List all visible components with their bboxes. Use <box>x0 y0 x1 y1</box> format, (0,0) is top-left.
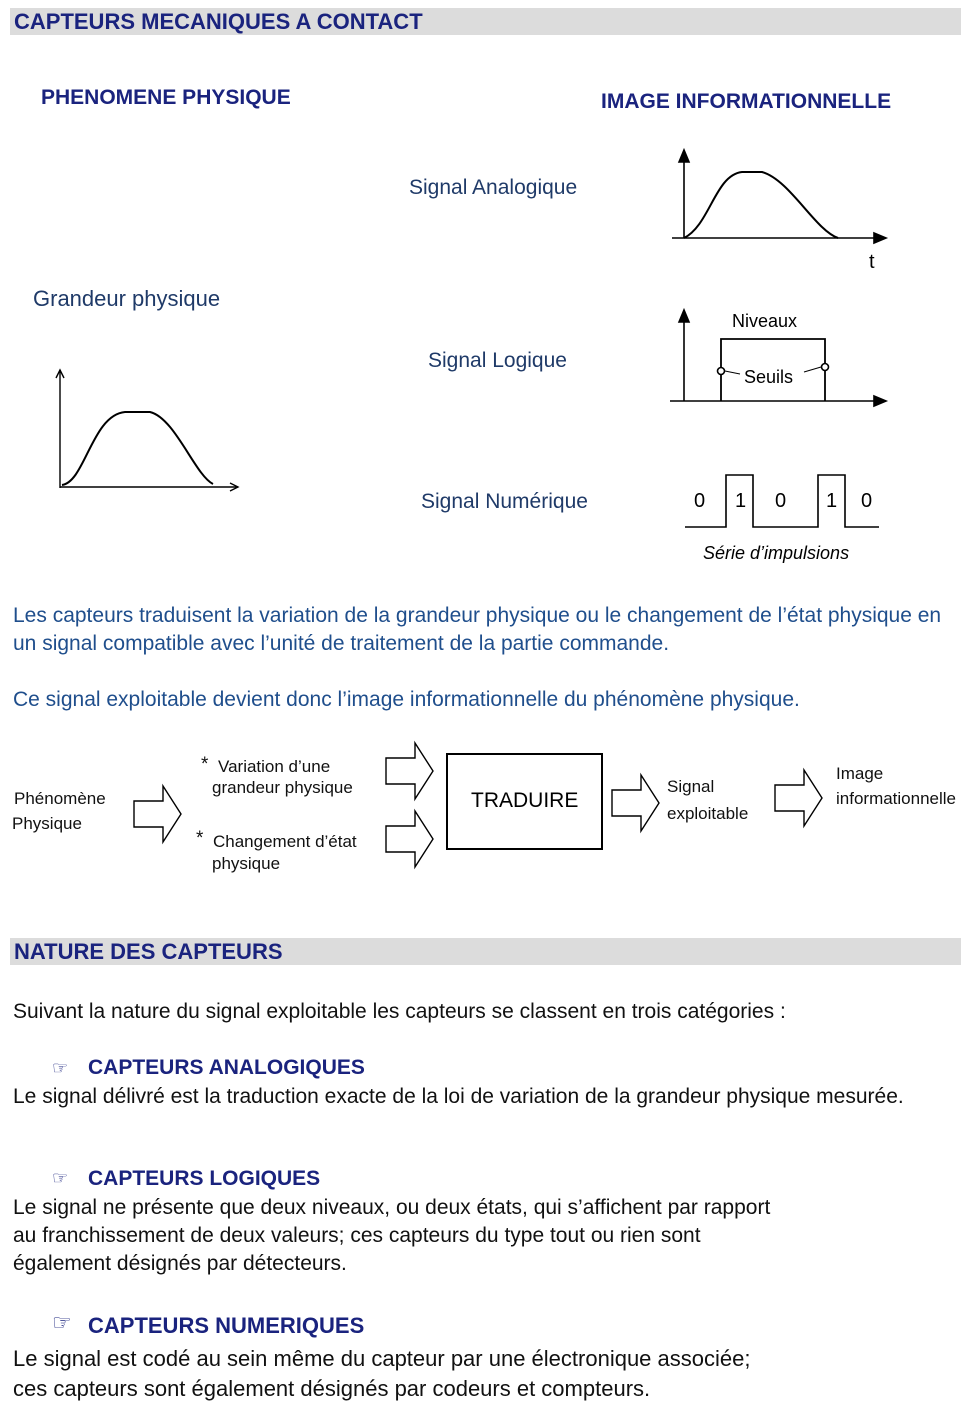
category-title-numeriques: CAPTEURS NUMERIQUES <box>88 1313 365 1338</box>
pointing-hand-icon: ☞ <box>52 1058 69 1078</box>
section-title-capteurs-mecaniques: CAPTEURS MECANIQUES A CONTACT <box>10 8 961 35</box>
flow-signal-l2: exploitable <box>667 804 749 823</box>
category-text-analogiques: Le signal délivré est la traduction exacte de la loi de variation de la grandeur physique mesurée. <box>13 1085 904 1108</box>
paragraph-intro-categories: Suivant la nature du signal exploitable les capteurs se classent en trois catégories : <box>13 1000 786 1023</box>
flow-physique: Physique <box>12 814 82 833</box>
bit-0: 0 <box>694 490 706 512</box>
label-signal-numerique: Signal Numérique <box>421 490 588 513</box>
bit-1: 1 <box>735 490 747 512</box>
label-niveaux: Niveaux <box>732 311 798 331</box>
category-text-numeriques-l1: Le signal est codé au sein même du capteur par une électronique associée; <box>13 1346 751 1371</box>
flow-image-l2: informationnelle <box>836 789 957 808</box>
flow-star-1: * <box>201 754 209 775</box>
axis-label-t: t <box>869 251 875 273</box>
bit-2: 0 <box>775 490 787 512</box>
flow-signal-l1: Signal <box>667 777 715 796</box>
section-title-nature-capteurs: NATURE DES CAPTEURS <box>10 938 961 965</box>
category-text-logiques-l2: au franchissement de deux valeurs; ces capteurs du type tout ou rien sont <box>13 1224 701 1247</box>
flow-star-2: * <box>196 828 204 849</box>
category-title-logiques: CAPTEURS LOGIQUES <box>88 1167 321 1190</box>
label-signal-logique: Signal Logique <box>428 349 567 372</box>
flow-changement-l1: Changement d’état <box>213 832 357 851</box>
label-seuils: Seuils <box>744 367 794 387</box>
label-grandeur-physique: Grandeur physique <box>33 286 221 311</box>
label-signal-analogique: Signal Analogique <box>409 176 578 199</box>
category-title-analogiques: CAPTEURS ANALOGIQUES <box>88 1056 365 1079</box>
label-serie-impulsions: Série d’impulsions <box>703 543 850 563</box>
flow-image-l1: Image <box>836 764 884 783</box>
pointing-hand-icon: ☞ <box>52 1310 72 1335</box>
bit-4: 0 <box>861 490 873 512</box>
pointing-hand-icon: ☞ <box>52 1168 69 1188</box>
category-text-numeriques-l2: ces capteurs sont également désignés par codeurs et compteurs. <box>13 1376 651 1401</box>
category-text-logiques-l1: Le signal ne présente que deux niveaux, ou deux états, qui s’affichent par rapport <box>13 1196 771 1219</box>
flow-changement-l2: physique <box>212 854 281 873</box>
category-text-logiques-l3: également désignés par détecteurs. <box>13 1252 347 1275</box>
flow-variation-l2: grandeur physique <box>212 778 353 797</box>
flow-phenomene: Phénomène <box>14 789 106 808</box>
paragraph-image: Ce signal exploitable devient donc l’image informationnelle du phénomène physique. <box>13 688 800 711</box>
paragraph-traduction: Les capteurs traduisent la variation de la grandeur physique ou le changement de l’état physique en un signal compatible avec l’unité de traitement de la partie commande. <box>13 604 942 655</box>
heading-image-informationnelle: IMAGE INFORMATIONNELLE <box>601 90 892 113</box>
flow-variation-l1: Variation d’une <box>218 757 331 776</box>
bit-3: 1 <box>826 490 838 512</box>
flow-traduire: TRADUIRE <box>471 789 579 812</box>
heading-phenomene-physique: PHENOMENE PHYSIQUE <box>41 86 291 109</box>
